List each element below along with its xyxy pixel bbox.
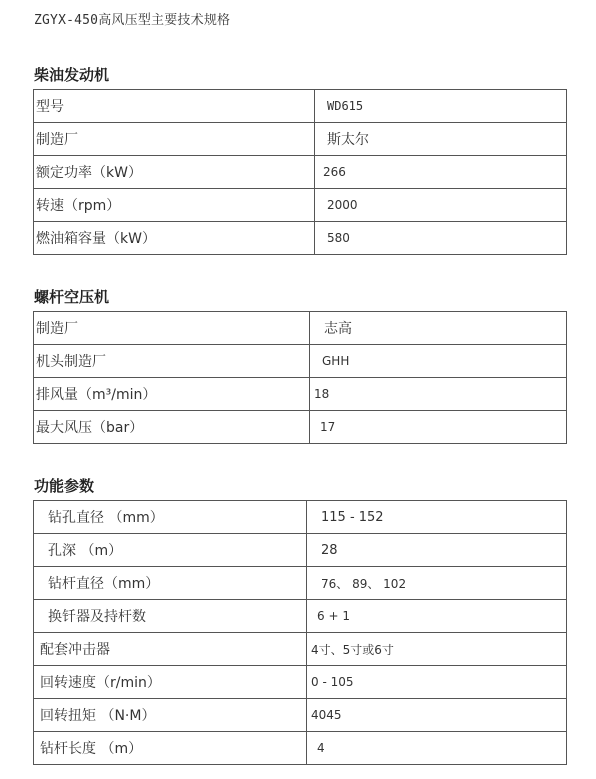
spec-label: 回转扭矩 （N·M） [34,699,307,732]
spec-label: 换钎器及持杆数 [34,600,307,633]
table-row [34,411,567,444]
spec-value: 2000 [315,189,567,222]
table-row [34,666,567,699]
section-heading-diesel-engine: 柴油发动机 [34,66,110,84]
table-row [34,345,567,378]
spec-label: 机头制造厂 [34,345,310,378]
table-row [34,501,567,534]
spec-value: 4 [307,732,567,765]
table-row [34,378,567,411]
spec-value: 6 + 1 [307,600,567,633]
spec-label: 转速（rpm） [34,189,315,222]
table-row [34,156,567,189]
spec-label: 最大风压（bar） [34,411,310,444]
spec-value: GHH [310,345,567,378]
section-heading-performance-parameters: 功能参数 [34,477,95,495]
spec-value: 266 [315,156,567,189]
spec-label: 型号 [34,90,315,123]
spec-value: WD615 [315,90,567,123]
spec-value: 17 [310,411,567,444]
table-row [34,567,567,600]
table-row [34,600,567,633]
performance-parameters-table [33,500,567,765]
section-heading-screw-compressor: 螺杆空压机 [34,288,110,306]
document-title: ZGYX-450高风压型主要技术规格 [34,13,231,28]
spec-label: 排风量（m³/min） [34,378,310,411]
table-row [34,90,567,123]
table-row [34,222,567,255]
spec-label: 钻杆长度 （m） [34,732,307,765]
table-row [34,699,567,732]
spec-value: 28 [307,534,567,567]
spec-label: 钻孔直径 （mm） [34,501,307,534]
spec-value: 斯太尔 [315,123,567,156]
spec-value: 76、 89、 102 [307,567,567,600]
spec-label: 制造厂 [34,312,310,345]
diesel-engine-table [33,89,567,255]
spec-value: 115 - 152 [307,501,567,534]
spec-label: 钻杆直径（mm） [34,567,307,600]
spec-value: 580 [315,222,567,255]
spec-label: 孔深 （m） [34,534,307,567]
spec-value: 4045 [307,699,567,732]
table-row [34,732,567,765]
table-row [34,633,567,666]
table-row [34,189,567,222]
spec-value: 4寸、5寸或6寸 [307,633,567,666]
table-row [34,312,567,345]
spec-label: 回转速度（r/min） [34,666,307,699]
table-row [34,123,567,156]
spec-value: 0 - 105 [307,666,567,699]
spec-value: 18 [310,378,567,411]
spec-label: 制造厂 [34,123,315,156]
spec-label: 额定功率（kW） [34,156,315,189]
screw-compressor-table [33,311,567,444]
spec-label: 燃油箱容量（kW） [34,222,315,255]
table-row [34,534,567,567]
spec-value: 志高 [310,312,567,345]
spec-label: 配套冲击器 [34,633,307,666]
